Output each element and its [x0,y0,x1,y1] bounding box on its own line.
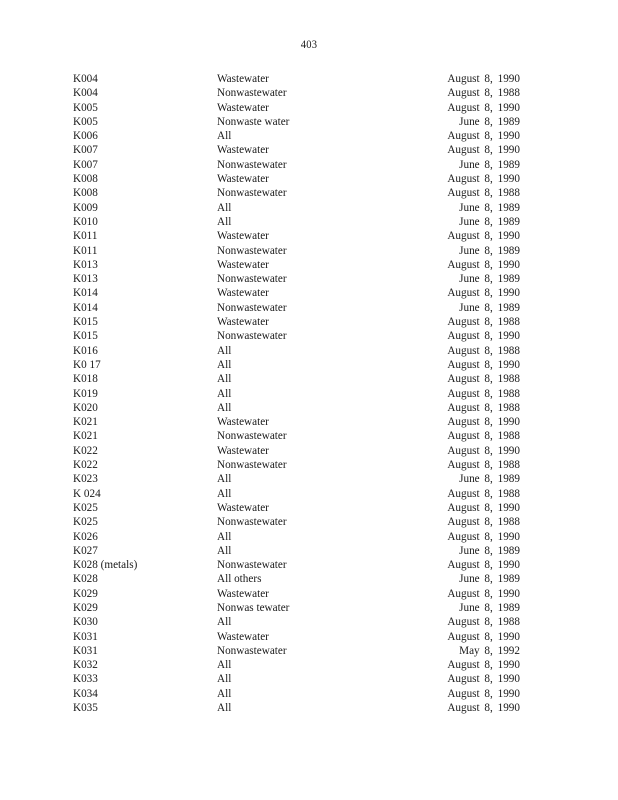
waste-type-cell: All [217,487,232,500]
table-row [0,472,618,486]
effective-date-cell: June 8, 1989 [459,244,520,257]
effective-date-cell: August 8, 1990 [447,173,520,186]
waste-code-cell: K026 [73,530,98,543]
table-row [0,644,618,658]
table-row [0,630,618,644]
waste-code-cell: K028 (metals) [73,559,138,572]
effective-date-cell: August 8, 1990 [447,330,520,343]
waste-code-cell: K008 [73,187,98,200]
effective-date-cell: August 8, 1990 [447,587,520,600]
effective-date-cell: August 8, 1988 [447,616,520,629]
table-row [0,429,618,443]
table-row [0,143,618,157]
table-row [0,229,618,243]
waste-type-cell: Wastewater [217,173,269,186]
waste-code-table [0,72,618,715]
table-row [0,601,618,615]
effective-date-cell: August 8, 1988 [447,430,520,443]
waste-type-cell: Nonwastewater [217,330,287,343]
effective-date-cell: August 8, 1990 [447,358,520,371]
effective-date-cell: August 8, 1990 [447,73,520,85]
waste-code-cell: K 024 [73,487,101,500]
table-row [0,101,618,115]
waste-type-cell: Wastewater [217,73,269,85]
table-row [0,615,618,629]
waste-type-cell: Nonwastewater [217,559,287,572]
waste-type-cell: All [217,373,232,386]
waste-code-cell: K023 [73,473,98,486]
effective-date-cell: August 8, 1988 [447,387,520,400]
waste-code-cell: K031 [73,644,98,657]
waste-type-cell: Wastewater [217,316,269,329]
waste-type-cell: Nonwastewater [217,459,287,472]
waste-type-cell: Nonwas tewater [217,601,290,614]
waste-code-cell: K029 [73,587,98,600]
waste-type-cell: All others [217,573,262,586]
table-row [0,544,618,558]
table-row [0,186,618,200]
effective-date-cell: August 8, 1988 [447,516,520,529]
effective-date-cell: June 8, 1989 [459,544,520,557]
waste-type-cell: All [217,358,232,371]
waste-type-cell: Nonwastewater [217,158,287,171]
effective-date-cell: August 8, 1988 [447,344,520,357]
waste-code-cell: K014 [73,301,98,314]
waste-code-cell: K018 [73,373,98,386]
effective-date-cell: May 8, 1992 [459,644,520,657]
waste-code-cell: K010 [73,215,98,228]
table-row [0,672,618,686]
table-row [0,487,618,501]
table-row [0,244,618,258]
waste-type-cell: All [217,702,232,715]
table-row [0,329,618,343]
waste-code-cell: K031 [73,630,98,643]
table-row [0,701,618,715]
waste-code-cell: K008 [73,173,98,186]
table-row [0,129,618,143]
effective-date-cell: June 8, 1989 [459,301,520,314]
table-row [0,458,618,472]
waste-code-cell: K013 [73,273,98,286]
waste-type-cell: All [217,616,232,629]
table-row [0,86,618,100]
waste-code-cell: K004 [73,73,98,85]
waste-code-cell: K025 [73,501,98,514]
effective-date-cell: August 8, 1988 [447,373,520,386]
waste-type-cell: Nonwastewater [217,430,287,443]
effective-date-cell: August 8, 1990 [447,687,520,700]
table-row [0,301,618,315]
table-row [0,344,618,358]
waste-code-cell: K022 [73,459,98,472]
table-row [0,572,618,586]
waste-code-cell: K0 17 [73,358,101,371]
table-row [0,401,618,415]
effective-date-cell: August 8, 1990 [447,673,520,686]
table-row [0,515,618,529]
waste-code-cell: K009 [73,201,98,214]
waste-type-cell: All [217,673,232,686]
waste-type-cell: Wastewater [217,501,269,514]
waste-code-cell: K011 [73,244,98,257]
effective-date-cell: August 8, 1990 [447,501,520,514]
effective-date-cell: August 8, 1990 [447,258,520,271]
table-row [0,72,618,86]
waste-type-cell: Nonwaste water [217,115,290,128]
waste-type-cell: All [217,473,232,486]
table-row [0,587,618,601]
waste-code-cell: K016 [73,344,98,357]
table-row [0,658,618,672]
table-row [0,201,618,215]
waste-code-cell: K007 [73,158,98,171]
waste-code-cell: K035 [73,702,98,715]
waste-code-cell: K005 [73,101,98,114]
effective-date-cell: June 8, 1989 [459,573,520,586]
waste-code-cell: K007 [73,144,98,157]
waste-code-cell: K019 [73,387,98,400]
waste-type-cell: Wastewater [217,416,269,429]
table-row [0,358,618,372]
effective-date-cell: August 8, 1990 [447,702,520,715]
effective-date-cell: August 8, 1990 [447,630,520,643]
effective-date-cell: August 8, 1990 [447,287,520,300]
waste-type-cell: Nonwastewater [217,273,287,286]
table-row [0,258,618,272]
waste-code-cell: K004 [73,87,98,100]
waste-type-cell: Wastewater [217,230,269,243]
table-row [0,286,618,300]
table-row [0,558,618,572]
waste-code-cell: K034 [73,687,98,700]
effective-date-cell: August 8, 1990 [447,530,520,543]
effective-date-cell: August 8, 1988 [447,87,520,100]
table-row [0,215,618,229]
table-row [0,501,618,515]
effective-date-cell: August 8, 1990 [447,101,520,114]
effective-date-cell: August 8, 1988 [447,316,520,329]
waste-code-cell: K030 [73,616,98,629]
waste-type-cell: Wastewater [217,101,269,114]
waste-type-cell: All [217,344,232,357]
effective-date-cell: August 8, 1990 [447,444,520,457]
effective-date-cell: June 8, 1989 [459,215,520,228]
waste-code-cell: K011 [73,230,98,243]
waste-type-cell: Wastewater [217,287,269,300]
waste-code-cell: K028 [73,573,98,586]
waste-type-cell: Nonwastewater [217,516,287,529]
table-row [0,158,618,172]
effective-date-cell: June 8, 1989 [459,473,520,486]
waste-code-cell: K020 [73,401,98,414]
waste-type-cell: All [217,544,232,557]
waste-type-cell: All [217,215,232,228]
waste-type-cell: All [217,659,232,672]
waste-code-cell: K025 [73,516,98,529]
effective-date-cell: June 8, 1989 [459,273,520,286]
waste-type-cell: All [217,687,232,700]
effective-date-cell: August 8, 1990 [447,559,520,572]
waste-type-cell: All [217,401,232,414]
table-row [0,530,618,544]
waste-type-cell: Nonwastewater [217,644,287,657]
waste-type-cell: Nonwastewater [217,187,287,200]
waste-code-cell: K014 [73,287,98,300]
waste-code-cell: K029 [73,601,98,614]
effective-date-cell: June 8, 1989 [459,115,520,128]
table-row [0,172,618,186]
table-row [0,115,618,129]
waste-code-cell: K021 [73,416,98,429]
effective-date-cell: June 8, 1989 [459,201,520,214]
waste-code-cell: K013 [73,258,98,271]
table-row [0,387,618,401]
waste-code-cell: K015 [73,330,98,343]
effective-date-cell: August 8, 1990 [447,230,520,243]
waste-code-cell: K033 [73,673,98,686]
table-row [0,315,618,329]
effective-date-cell: August 8, 1990 [447,659,520,672]
waste-code-cell: K032 [73,659,98,672]
waste-type-cell: Wastewater [217,258,269,271]
effective-date-cell: August 8, 1988 [447,459,520,472]
waste-type-cell: Wastewater [217,144,269,157]
waste-code-cell: K022 [73,444,98,457]
waste-type-cell: Wastewater [217,587,269,600]
effective-date-cell: June 8, 1989 [459,601,520,614]
table-row [0,415,618,429]
waste-code-cell: K021 [73,430,98,443]
waste-type-cell: Nonwastewater [217,301,287,314]
waste-code-cell: K027 [73,544,98,557]
waste-type-cell: Nonwastewater [217,87,287,100]
waste-type-cell: Nonwastewater [217,244,287,257]
table-row [0,272,618,286]
effective-date-cell: August 8, 1988 [447,487,520,500]
page-number: 403 [300,37,318,51]
waste-code-cell: K006 [73,130,98,143]
table-row [0,444,618,458]
waste-type-cell: All [217,201,232,214]
effective-date-cell: August 8, 1990 [447,130,520,143]
effective-date-cell: August 8, 1990 [447,144,520,157]
waste-type-cell: All [217,530,232,543]
effective-date-cell: August 8, 1988 [447,401,520,414]
waste-code-cell: K005 [73,115,98,128]
waste-code-cell: K015 [73,316,98,329]
table-row [0,687,618,701]
effective-date-cell: August 8, 1990 [447,416,520,429]
waste-type-cell: All [217,130,232,143]
effective-date-cell: August 8, 1988 [447,187,520,200]
waste-type-cell: Wastewater [217,630,269,643]
effective-date-cell: June 8, 1989 [459,158,520,171]
waste-type-cell: Wastewater [217,444,269,457]
table-row [0,372,618,386]
waste-type-cell: All [217,387,232,400]
